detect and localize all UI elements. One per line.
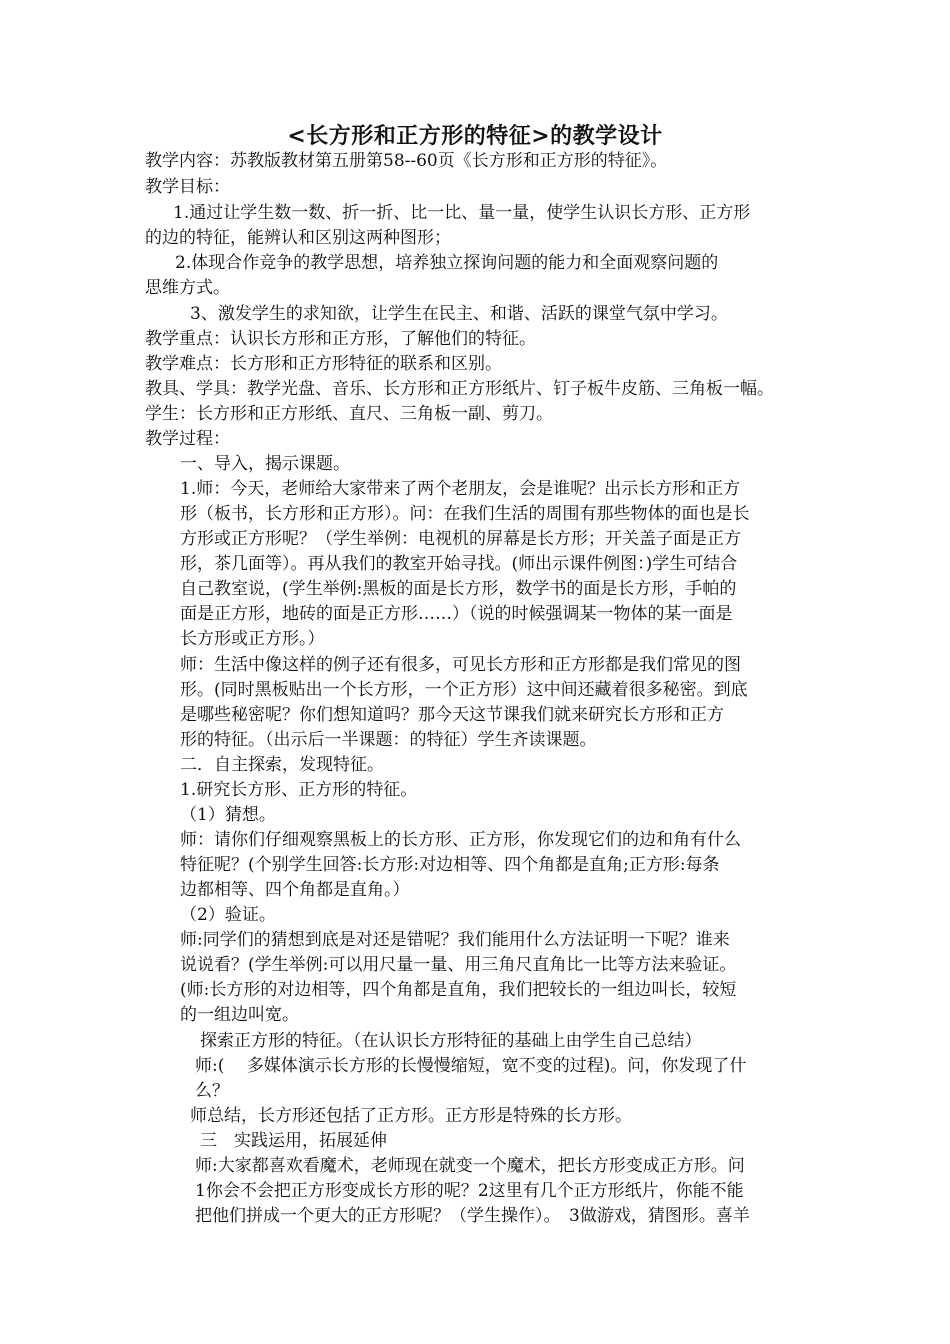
text-line: 教学重点：认识长方形和正方形，了解他们的特征。 — [145, 329, 536, 349]
text-line: 师:大家都喜欢看魔术，老师现在就变一个魔术，把长方形变成正方形。问 — [195, 1156, 745, 1176]
text-line: 教学内容：苏教版教材第五册第58--60页《长方形和正方形的特征》。 — [145, 151, 668, 171]
text-line: (师:长方形的对边相等，四个角都是直角，我们把较长的一组边叫长，较短 — [180, 980, 737, 1000]
text-line: 特征呢？(个别学生回答:长方形:对边相等、四个角都是直角;正方形:每条 — [180, 855, 720, 875]
text-line: 师:同学们的猜想到底是对还是错呢？我们能用什么方法证明一下呢？谁来 — [180, 930, 730, 950]
text-line: 形。(同时黑板贴出一个长方形，一个正方形）这中间还藏着很多秘密。到底 — [180, 680, 748, 700]
text-line: 师：请你们仔细观察黑板上的长方形、正方形，你发现它们的边和角有什么 — [180, 830, 741, 850]
text-line: （1）猜想。 — [180, 805, 276, 825]
text-line: 思维方式。 — [145, 278, 230, 298]
text-line: 学生：长方形和正方形纸、直尺、三角板一副、剪刀。 — [145, 404, 553, 424]
text-line: 1.通过让学生数一数、折一折、比一比、量一量，使学生认识长方形、正方形 — [173, 203, 751, 223]
text-line: 师：生活中像这样的例子还有很多，可见长方形和正方形都是我们常见的图 — [180, 655, 741, 675]
text-line: 1.师：今天，老师给大家带来了两个老朋友，会是谁呢？出示长方形和正方 — [180, 479, 741, 499]
text-line: 面是正方形，地砖的面是正方形……）（说的时候强调某一物体的某一面是 — [180, 604, 733, 624]
text-line: 是哪些秘密呢？你们想知道吗？那今天这节课我们就来研究长方形和正方 — [180, 705, 724, 725]
text-line: 自己教室说，(学生举例:黑板的面是长方形，数学书的面是长方形，手帕的 — [180, 579, 737, 599]
text-line: 形的特征。（出示后一半课题：的特征）学生齐读课题。 — [180, 730, 597, 750]
text-line: 三 实践运用，拓展延伸 — [200, 1131, 387, 1151]
text-line: 的边的特征，能辨认和区别这两种图形； — [145, 228, 451, 248]
text-line: 形，茶几面等）。再从我们的教室开始寻找。(师出示课件例图：)学生可结合 — [180, 554, 738, 574]
text-line: 一、导入，揭示课题。 — [180, 454, 350, 474]
text-line: 2.体现合作竞争的教学思想，培养独立探询问题的能力和全面观察问题的 — [175, 253, 719, 273]
text-line: 形（板书，长方形和正方形）。问：在我们生活的周围有那些物体的面也是长 — [180, 504, 750, 524]
text-line: 1你会不会把正方形变成长方形的呢？2这里有几个正方形纸片，你能不能 — [195, 1181, 744, 1201]
text-line: 二．自主探索，发现特征。 — [180, 755, 384, 775]
text-line: 长方形或正方形。） — [180, 629, 325, 649]
text-line: 说说看？(学生举例:可以用尺量一量、用三角尺直角比一比等方法来验证。 — [180, 955, 737, 975]
text-line: 把他们拼成一个更大的正方形呢？（学生操作）。 3做游戏，猜图形。喜羊 — [195, 1206, 750, 1226]
text-line: 教学难点：长方形和正方形特征的联系和区别。 — [145, 354, 502, 374]
text-line: 探索正方形的特征。（在认识长方形特征的基础上由学生自己总结） — [200, 1031, 702, 1051]
text-line: 的一组边叫宽。 — [180, 1005, 299, 1025]
text-line: 3、激发学生的求知欲，让学生在民主、和谐、活跃的课堂气氛中学习。 — [190, 304, 728, 324]
text-line: （2）验证。 — [180, 905, 276, 925]
document-title: <长方形和正方形的特征>的教学设计 — [287, 124, 663, 149]
text-line: 教学过程： — [145, 429, 230, 449]
text-line: 1.研究长方形、正方形的特征。 — [180, 780, 418, 800]
text-line: 教具、学具：教学光盘、音乐、长方形和正方形纸片、钉子板牛皮筋、三角板一幅。 — [145, 379, 774, 399]
text-line: 么？ — [195, 1081, 229, 1101]
text-line: 教学目标： — [145, 177, 230, 197]
text-line: 边都相等、四个角都是直角。） — [180, 880, 410, 900]
text-line: 师:( 多媒体演示长方形的长慢慢缩短，宽不变的过程)。问，你发现了什 — [195, 1056, 747, 1076]
text-line: 师总结，长方形还包括了正方形。正方形是特殊的长方形。 — [190, 1106, 632, 1126]
text-line: 方形或正方形呢？（学生举例：电视机的屏幕是长方形；开关盖子面是正方 — [180, 529, 741, 549]
